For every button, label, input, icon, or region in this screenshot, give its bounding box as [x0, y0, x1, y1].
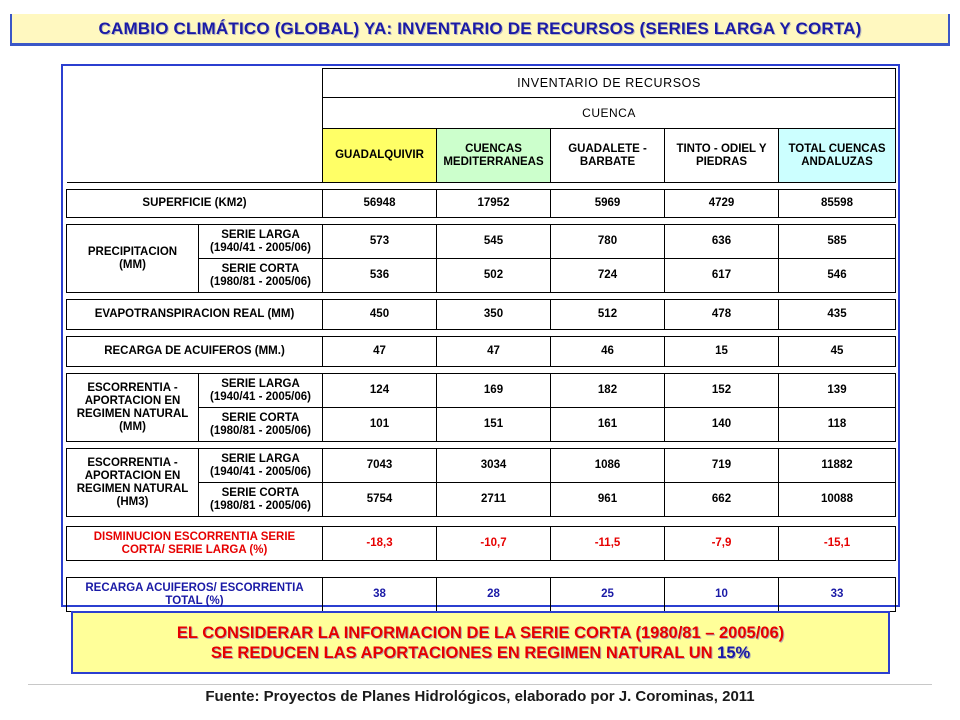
row-label-disminucion: DISMINUCION ESCORRENTIA SERIE CORTA/ SERIE LARGA (%): [67, 527, 323, 561]
cell: 536: [323, 259, 437, 293]
spacer: [67, 561, 896, 578]
cell: 152: [665, 374, 779, 408]
cell: 5754: [323, 483, 437, 517]
col-header-guadalquivir: GUADALQUIVIR: [323, 129, 437, 183]
note-line-2-text: SE REDUCEN LAS APORTACIONES EN REGIMEN NATURAL UN: [210, 643, 718, 662]
cell: 350: [437, 300, 551, 330]
cell: 3034: [437, 449, 551, 483]
cell: 5969: [551, 190, 665, 218]
col-header-guadalete: GUADALETE - BARBATE: [551, 129, 665, 183]
cell: 118: [779, 408, 896, 442]
resource-inventory-table: [66, 68, 896, 612]
cell: 545: [437, 225, 551, 259]
cell: -15,1: [779, 527, 896, 561]
cuenca-header: CUENCA: [323, 98, 896, 129]
cell: 2711: [437, 483, 551, 517]
table-row: [67, 578, 896, 612]
table-row: [67, 449, 896, 483]
table-row: [67, 527, 896, 561]
cell: 85598: [779, 190, 896, 218]
cell: 139: [779, 374, 896, 408]
cell: 182: [551, 374, 665, 408]
cell: 502: [437, 259, 551, 293]
cell: 140: [665, 408, 779, 442]
cell: 124: [323, 374, 437, 408]
sublabel-serie-corta: SERIE CORTA (1980/81 - 2005/06): [199, 408, 323, 442]
col-header-tinto: TINTO - ODIEL Y PIEDRAS: [665, 129, 779, 183]
spacer: [67, 330, 896, 337]
cell: 28: [437, 578, 551, 612]
row-label-superficie: SUPERFICIE (KM2): [67, 190, 323, 218]
col-header-total: TOTAL CUENCAS ANDALUZAS: [779, 129, 896, 183]
sublabel-serie-corta: SERIE CORTA (1980/81 - 2005/06): [199, 483, 323, 517]
cell: 435: [779, 300, 896, 330]
conclusion-note: [71, 611, 890, 674]
cell: 56948: [323, 190, 437, 218]
table-row: [67, 300, 896, 330]
spacer: [67, 442, 896, 449]
spacer: [67, 367, 896, 374]
cell: 573: [323, 225, 437, 259]
cell: 636: [665, 225, 779, 259]
cell: -18,3: [323, 527, 437, 561]
divider: [28, 684, 932, 685]
cell: 780: [551, 225, 665, 259]
spacer: [67, 517, 896, 527]
spacer: [67, 293, 896, 300]
row-label-evapotranspiracion: EVAPOTRANSPIRACION REAL (MM): [67, 300, 323, 330]
note-line-1: EL CONSIDERAR LA INFORMACION DE LA SERIE CORTA (1980/81 – 2005/06): [176, 623, 785, 642]
cell: 617: [665, 259, 779, 293]
row-label-precipitacion: PRECIPITACION (MM): [67, 225, 199, 293]
col-header-mediterraneas: CUENCAS MEDITERRANEAS: [437, 129, 551, 183]
cell: 724: [551, 259, 665, 293]
cell: 1086: [551, 449, 665, 483]
sublabel-serie-larga: SERIE LARGA (1940/41 - 2005/06): [199, 374, 323, 408]
cell: -7,9: [665, 527, 779, 561]
cell: 15: [665, 337, 779, 367]
cell: 11882: [779, 449, 896, 483]
row-label-escorrentia-mm: ESCORRENTIA - APORTACION EN REGIMEN NATURAL (MM): [67, 374, 199, 442]
cell: 101: [323, 408, 437, 442]
cell: 546: [779, 259, 896, 293]
table-title: INVENTARIO DE RECURSOS: [323, 69, 896, 98]
table-row: [67, 337, 896, 367]
cell: 161: [551, 408, 665, 442]
cell: 7043: [323, 449, 437, 483]
cell: 46: [551, 337, 665, 367]
cell: -11,5: [551, 527, 665, 561]
row-label-recarga: RECARGA DE ACUIFEROS (MM.): [67, 337, 323, 367]
sublabel-serie-corta: SERIE CORTA (1980/81 - 2005/06): [199, 259, 323, 293]
cell: 47: [323, 337, 437, 367]
cell: 169: [437, 374, 551, 408]
cell: 512: [551, 300, 665, 330]
cell: 47: [437, 337, 551, 367]
spacer: [67, 183, 896, 190]
note-line-2: [211, 643, 750, 663]
source-caption: Fuente: Proyectos de Planes Hidrológicos, elaborado por J. Corominas, 2011: [205, 688, 755, 705]
cell: 585: [779, 225, 896, 259]
table-row: [67, 225, 896, 259]
cell: 45: [779, 337, 896, 367]
spacer: [67, 218, 896, 225]
cell: 450: [323, 300, 437, 330]
cell: 33: [779, 578, 896, 612]
cell: 961: [551, 483, 665, 517]
row-label-recarga-escorrentia: RECARGA ACUIFEROS/ ESCORRENTIA TOTAL (%): [67, 578, 323, 612]
cell: 38: [323, 578, 437, 612]
row-label-escorrentia-hm3: ESCORRENTIA - APORTACION EN REGIMEN NATURAL (HM3): [67, 449, 199, 517]
cell: 4729: [665, 190, 779, 218]
cell: -10,7: [437, 527, 551, 561]
sublabel-serie-larga: SERIE LARGA (1940/41 - 2005/06): [199, 225, 323, 259]
page-header: [10, 14, 950, 46]
cell: 719: [665, 449, 779, 483]
cell: 10: [665, 578, 779, 612]
sublabel-serie-larga: SERIE LARGA (1940/41 - 2005/06): [199, 449, 323, 483]
note-highlight: 15%: [717, 643, 751, 662]
table-row: [67, 374, 896, 408]
page-title: CAMBIO CLIMÁTICO (GLOBAL) YA: INVENTARIO DE RECURSOS (SERIES LARGA Y CORTA): [98, 18, 862, 38]
cell: 662: [665, 483, 779, 517]
cell: 17952: [437, 190, 551, 218]
cell: 25: [551, 578, 665, 612]
corner-blank: [67, 69, 323, 183]
cell: 10088: [779, 483, 896, 517]
cell: 478: [665, 300, 779, 330]
table-row: [67, 190, 896, 218]
cell: 151: [437, 408, 551, 442]
